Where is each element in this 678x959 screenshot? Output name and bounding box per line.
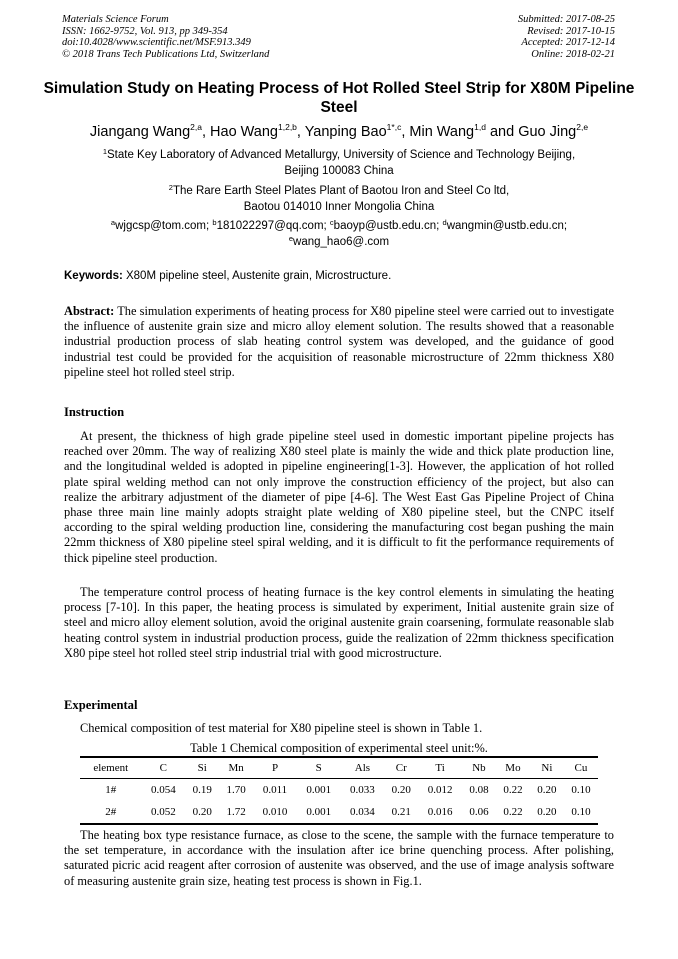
table-cell: 0.20 [391, 784, 411, 796]
table-cell: 0.034 [341, 801, 385, 824]
table-cell: 0.054 [150, 784, 176, 796]
author-name: Guo Jing [518, 124, 577, 140]
journal-doi: doi:10.4028/www.scientific.net/MSF.913.349 [62, 37, 251, 49]
table-cell: 0.010 [253, 801, 297, 824]
date-accepted: Accepted: 2017-12-14 [521, 37, 615, 49]
column-header: Mo [496, 757, 530, 779]
email-sup: b [212, 218, 217, 227]
table-cell: 1# [105, 784, 117, 796]
author-sup: 1,2,b [278, 122, 297, 132]
composition-table [80, 756, 598, 825]
author-sep: and [485, 124, 519, 140]
column-header: Cu [564, 757, 598, 779]
journal-issn: ISSN: 1662-9752, Vol. 913, pp 349-354 [62, 25, 228, 37]
table-cell: 0.011 [262, 784, 288, 796]
table-cell: 0.012 [427, 784, 453, 796]
column-header: P [253, 757, 297, 779]
email-link[interactable]: wangmin@ustb.edu.cn; [446, 220, 568, 232]
email-sup: e [288, 233, 294, 243]
table-row [80, 801, 598, 824]
email-link[interactable]: baoyp@ustb.edu.cn; [333, 220, 443, 232]
table-caption: Table 1 Chemical composition of experimental steel unit:%. [190, 741, 488, 755]
author-name: Hao Wang [210, 124, 278, 140]
author-name: Min Wang [409, 124, 475, 140]
table-cell: 0.10 [564, 801, 598, 824]
experimental-paragraph: The heating box type resistance furnace, as close to the scene, the sample with the furnace temperature to the set temperature, in accordance with the insulation after ice brine quenching process. After polishing, saturated picric acid reagent after corrosion of austenite was observed, and the use of image analysis software of measuring austenite grain size, heating test process is shown in Fig.1. [64, 828, 614, 888]
journal-copyright: © 2018 Trans Tech Publications Ltd, Switzerland [62, 48, 270, 60]
date-submitted: Submitted: 2017-08-25 [517, 14, 615, 25]
email-sup: c [329, 218, 334, 227]
keywords [64, 269, 624, 284]
column-header: Mn [219, 757, 253, 779]
section-heading-instruction: Instruction [64, 405, 125, 419]
section-heading-experimental: Experimental [64, 698, 138, 712]
table-header-row [80, 757, 598, 779]
author-name: Yanping Bao [304, 124, 387, 140]
email-link[interactable]: wjgcsp@tom.com; [115, 220, 213, 232]
email-list [40, 219, 638, 250]
column-header: Als [341, 757, 385, 779]
table-cell: 1.72 [219, 801, 253, 824]
author-sep: , [201, 124, 211, 140]
table-cell: 0.20 [185, 801, 219, 824]
affiliation-2 [40, 184, 638, 215]
table-cell: 0.016 [418, 801, 462, 824]
affiliation-line: Beijing 100083 China [284, 164, 394, 177]
email-sup: d [442, 218, 447, 227]
table-cell: 1.70 [226, 784, 246, 796]
paper-title: Simulation Study on Heating Process of Hot Rolled Steel Strip for X80M Pipeline Steel [43, 80, 635, 116]
experimental-intro: Chemical composition of test material for X80 pipeline steel is shown in Table 1. [80, 721, 483, 735]
author-sep: , [296, 124, 305, 140]
table-cell: 0.21 [384, 801, 418, 824]
author-name: Jiangang Wang [89, 124, 191, 140]
journal-header [62, 14, 269, 60]
column-header: S [297, 757, 341, 779]
table-cell: 0.19 [192, 784, 212, 796]
column-header: element [80, 757, 142, 779]
column-header: Ni [530, 757, 564, 779]
table-cell: 0.033 [350, 784, 375, 796]
author-sup: 2,a [190, 122, 202, 132]
affiliation-line: The Rare Earth Steel Plates Plant of Baotou Iron and Steel Co ltd, [172, 185, 510, 197]
keywords-text: X80M pipeline steel, Austenite grain, Microstructure. [122, 270, 392, 282]
author-list [20, 123, 658, 141]
keywords-label: Keywords: [64, 270, 123, 282]
table-cell: 0.08 [469, 784, 489, 796]
dates-header [518, 14, 615, 60]
table-cell: 2# [80, 801, 142, 824]
table-cell: 0.22 [496, 801, 530, 824]
email-link[interactable]: wang_hao6@.com [293, 235, 390, 248]
date-revised: Revised: 2017-10-15 [527, 25, 615, 37]
column-header: Cr [384, 757, 418, 779]
table-cell: 0.052 [142, 801, 186, 824]
table-cell: 0.001 [306, 784, 332, 796]
column-header: Ti [418, 757, 462, 779]
affiliation-sup: 2 [168, 183, 173, 192]
affiliation-sup: 1 [102, 147, 107, 156]
author-sup: 1,d [474, 122, 486, 132]
table-cell: 0.20 [537, 784, 557, 796]
table-cell: 0.06 [462, 801, 496, 824]
abstract-text: The simulation experiments of heating process for X80 pipeline steel were carried out to investigate the influence of austenite grain size and micro alloy element solution. The results showed that a reasonable industrial production process of slab heating control system was developed, and the guidance of good industrial test could be provided for the acquisition of reasonable microstructure of 22mm thickness X80 pipeline steel hot rolled steel strip. [64, 304, 614, 379]
instruction-paragraph-1: At present, the thickness of high grade pipeline steel used in domestic important pipeline projects has reached over 20mm. The way of realizing X80 steel plate is mainly the wide and thick plate production line, and the longitudinal welded is adopted in pipeline engineering[1-3]. However, the application of hot rolled plate spiral welding method can not only improve the construction efficiency of the project, but also can realize the arbitrary adjustment of the diameter of pipe [4-6]. The West East Gas Pipeline Project of China phase three main line mainly adopts straight plate welding of X80 pipeline steel, but the CNPC itself according to the spiral welding production line, considering the manufacturing cost began pushing the main 22mm thickness of X80 pipeline steel spiral welding, and it is difficult to fit the performance requirements of thick pipeline steel production. [64, 429, 614, 565]
affiliation-line: State Key Laboratory of Advanced Metallurgy, University of Science and Technology Beijing, [107, 149, 576, 161]
affiliation-1 [40, 148, 638, 179]
email-sup: a [110, 218, 116, 227]
affiliation-line: Baotou 014010 Inner Mongolia China [243, 200, 435, 213]
table-cell: 0.001 [297, 801, 341, 824]
author-sup: 1*,c [386, 122, 402, 132]
journal-name: Materials Science Forum [62, 14, 169, 25]
email-link[interactable]: 181022297@qq.com; [216, 220, 330, 232]
column-header: Si [185, 757, 219, 779]
table-cell: 0.10 [571, 784, 591, 796]
abstract [64, 304, 614, 380]
column-header: C [142, 757, 186, 779]
abstract-label: Abstract: [64, 304, 115, 318]
table-cell: 0.22 [503, 784, 523, 796]
table-cell: 0.20 [530, 801, 564, 824]
column-header: Nb [462, 757, 496, 779]
author-sup: 2,e [576, 122, 589, 132]
author-sep: , [401, 124, 410, 140]
date-online: Online: 2018-02-21 [531, 48, 615, 60]
table-row [80, 779, 598, 802]
instruction-paragraph-2: The temperature control process of heating furnace is the key control elements in simulating the heating process [7-10]. In this paper, the heating process is simulated by experiment, Initial austenite grain size of steel and micro alloy element solution, avoid the original austenite grain coarsening, formulate reasonable slab heating control system in industrial production process, guide the realization of 22mm thickness specification X80 pipe steel hot rolled steel strip industrial trial with good microstructure. [64, 585, 614, 660]
